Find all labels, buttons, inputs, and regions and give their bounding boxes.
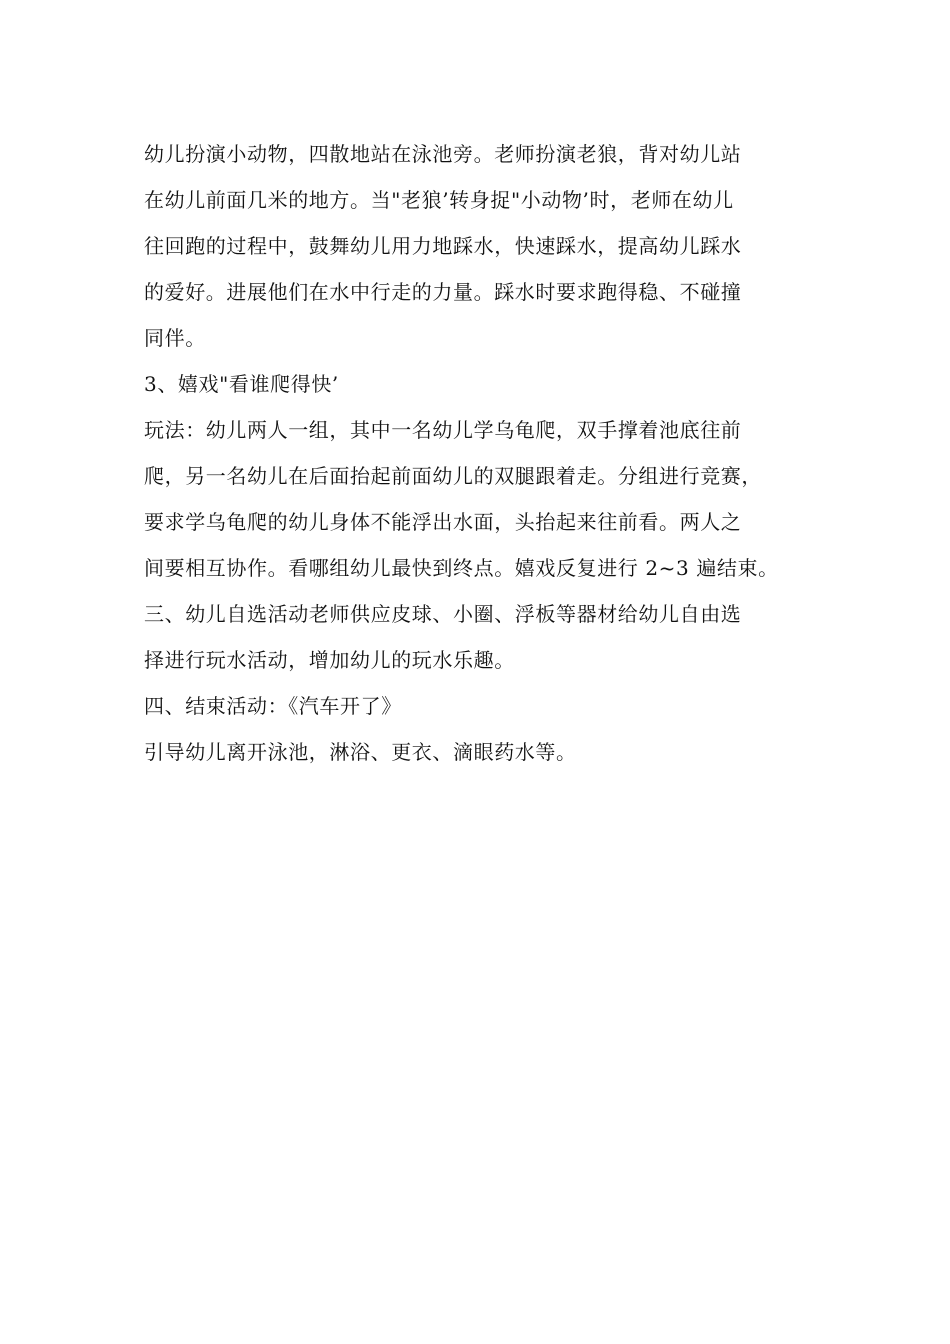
text-line: 间要相互协作。看哪组幼儿最快到终点。嬉戏反复进行 2~3 遍结束。 [144, 556, 779, 580]
text-line: 要求学乌龟爬的幼儿身体不能浮出水面，头抬起来往前看。两人之 [144, 510, 742, 534]
section-heading: 3、嬉戏"看谁爬得快’ [144, 372, 339, 396]
text-line: 往回跑的过程中，鼓舞幼儿用力地踩水，快速踩水，提高幼儿踩水 [144, 234, 742, 258]
body-text [144, 131, 816, 775]
text-line: 爬，另一名幼儿在后面抬起前面幼儿的双腿跟着走。分组进行竞赛， [144, 464, 762, 488]
text-line: 引导幼儿离开泳池，淋浴、更衣、滴眼药水等。 [144, 740, 577, 764]
section-heading: 三、幼儿自选活动老师供应皮球、小圈、浮板等器材给幼儿自由选 [144, 602, 742, 626]
text-line: 幼儿扮演小动物，四散地站在泳池旁。老师扮演老狼，背对幼儿站 [144, 142, 742, 166]
text-line: 同伴。 [144, 326, 206, 350]
text-line: 择进行玩水活动，增加幼儿的玩水乐趣。 [144, 648, 515, 672]
text-line: 在幼儿前面几米的地方。当"老狼’转身捉"小动物’时，老师在幼儿 [144, 188, 734, 212]
section-heading: 四、结束活动：《汽车开了》 [144, 694, 402, 718]
text-line: 玩法：幼儿两人一组，其中一名幼儿学乌龟爬，双手撑着池底往前 [144, 418, 742, 442]
text-line: 的爱好。进展他们在水中行走的力量。踩水时要求跑得稳、不碰撞 [144, 280, 742, 304]
